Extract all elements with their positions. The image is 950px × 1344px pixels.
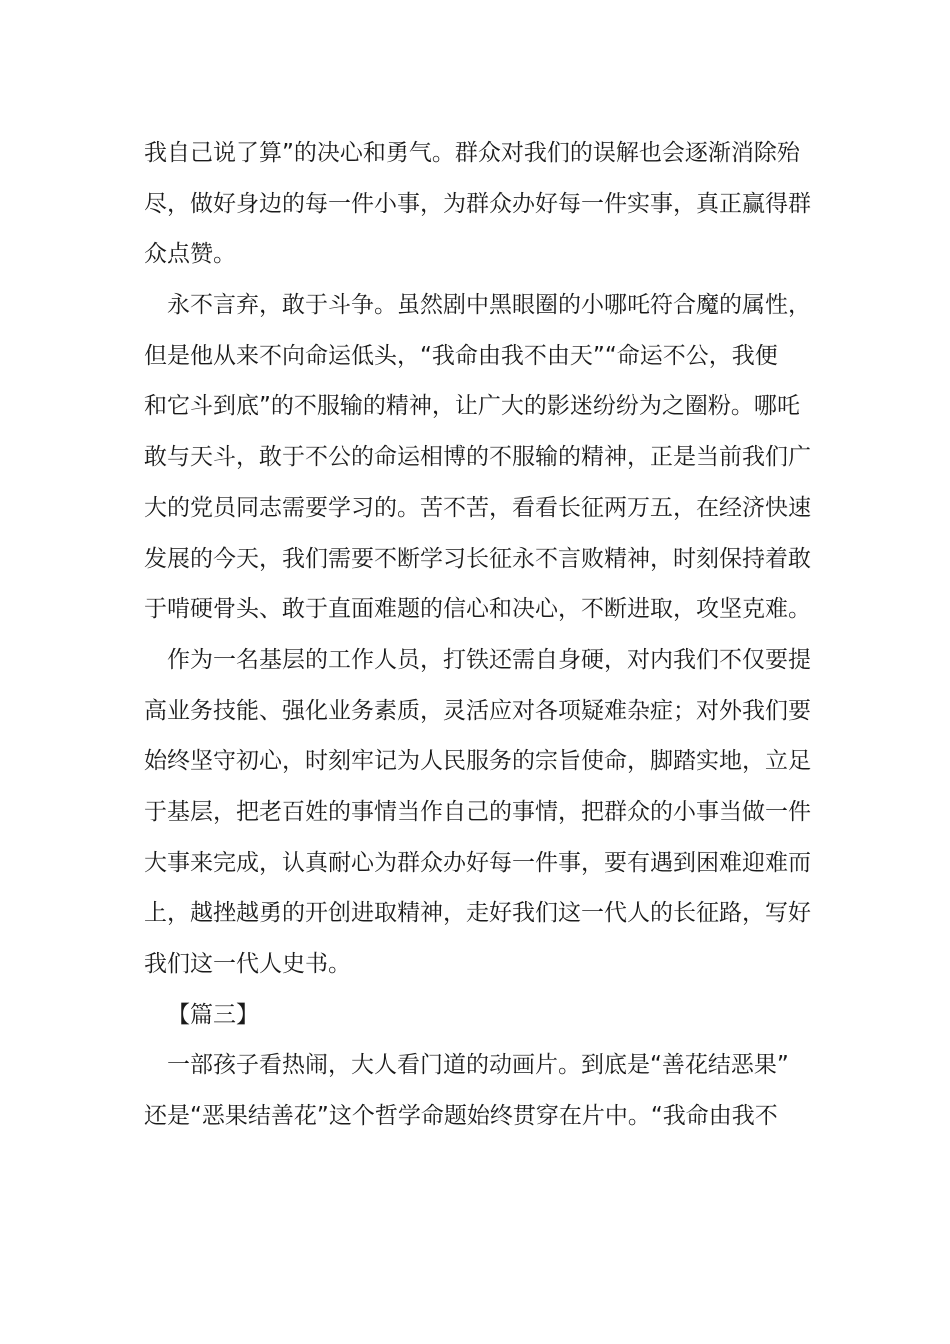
text-line: 大事来完成，认真耐心为群众办好每一件事，要有遇到困难迎难而 (144, 849, 811, 876)
text-line: 永不言弃，敢于斗争。虽然剧中黑眼圈的小哪吒符合魔的属性， (144, 292, 811, 319)
text-line: 大的党员同志需要学习的。苦不苦，看看长征两万五，在经济快速 (144, 494, 811, 521)
text-line: 于基层，把老百姓的事情当作自己的事情，把群众的小事当做一件 (144, 798, 811, 825)
text-line: 作为一名基层的工作人员，打铁还需自身硬，对内我们不仅要提 (144, 646, 811, 673)
text-line: 高业务技能、强化业务素质，灵活应对各项疑难杂症；对外我们要 (144, 697, 811, 724)
text-line: 一部孩子看热闹，大人看门道的动画片。到底是“善花结恶果” (144, 1052, 789, 1079)
document-body (144, 128, 810, 1142)
text-line: 发展的今天，我们需要不断学习长征永不言败精神，时刻保持着敢 (144, 545, 811, 572)
text-line: 还是“恶果结善花”这个哲学命题始终贯穿在片中。“我命由我不 (144, 1103, 778, 1130)
text-line: 于啃硬骨头、敢于直面难题的信心和决心，不断进取，攻坚克难。 (144, 596, 811, 623)
text-line: 始终坚守初心，时刻牢记为人民服务的宗旨使命，脚踏实地，立足 (144, 748, 811, 775)
text-line: 我们这一代人史书。 (144, 951, 351, 977)
text-line: 尽，做好身边的每一件小事，为群众办好每一件实事，真正赢得群 (144, 190, 811, 217)
text-line: 但是他从来不向命运低头，“我命由我不由天”“命运不公，我便 (144, 342, 778, 369)
text-line: 和它斗到底”的不服输的精神，让广大的影迷纷纷为之圈粉。哪吒 (144, 393, 800, 420)
text-line: 敢与天斗，敢于不公的命运相博的不服输的精神，正是当前我们广 (144, 444, 811, 471)
text-line: 众点赞。 (144, 241, 236, 268)
section-heading: 【篇三】 (167, 1001, 259, 1028)
text-line: 我自己说了算”的决心和勇气。群众对我们的误解也会逐渐消除殆 (144, 140, 800, 166)
text-line: 上，越挫越勇的开创进取精神，走好我们这一代人的长征路，写好 (144, 900, 811, 927)
